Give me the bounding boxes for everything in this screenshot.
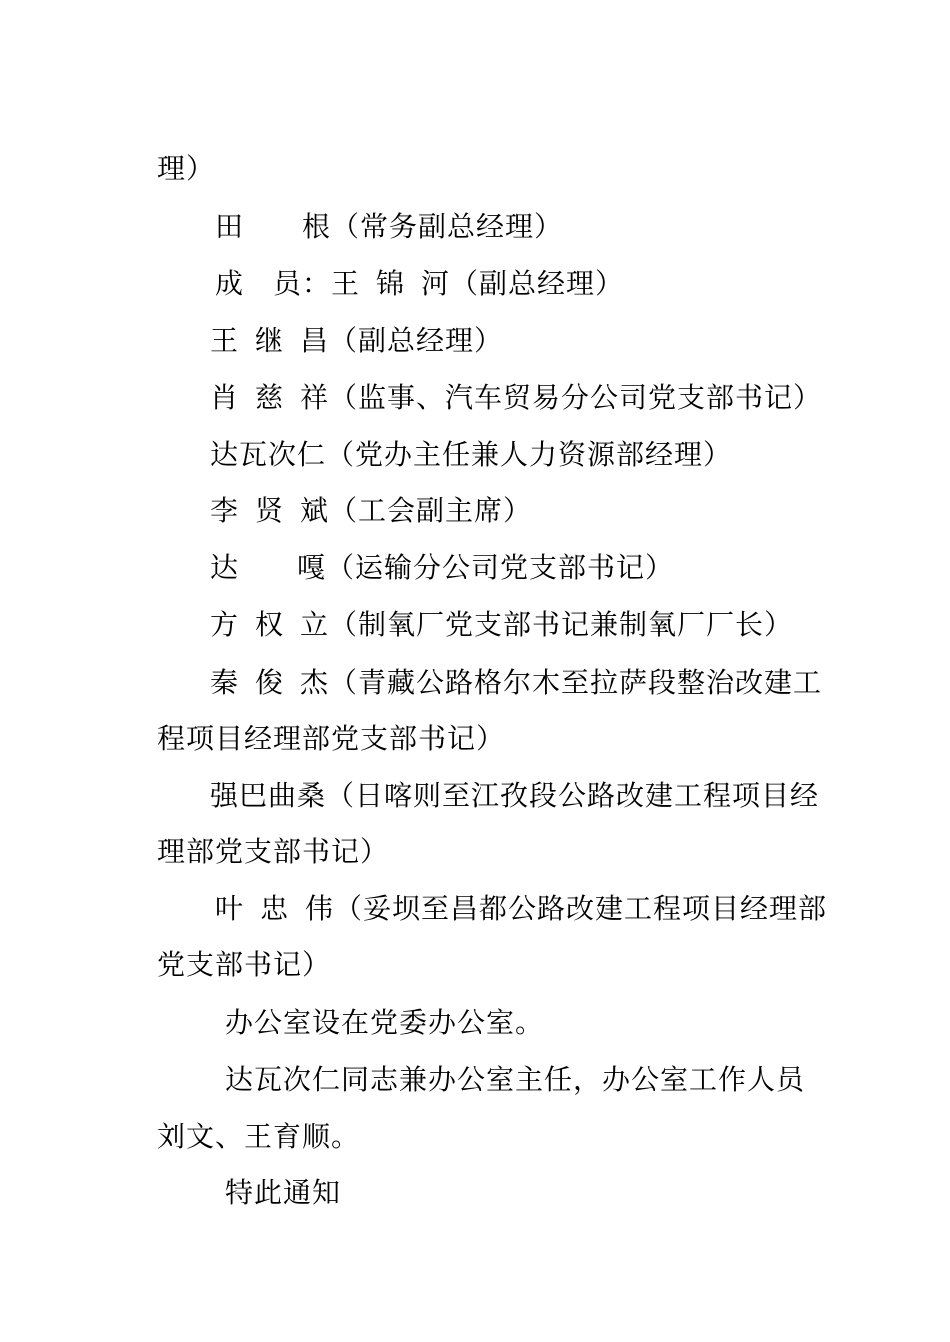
office-staff-continuation: 刘文、王育顺。 <box>157 1122 361 1153</box>
member-dawa-ciren: 达瓦次仁（党办主任兼人力资源部经理） <box>210 440 733 471</box>
member-ye-zhongwei: 叶 忠 伟（妥坝至昌都公路改建工程项目经理部 <box>215 894 828 925</box>
member-wang-jichang: 王 继 昌（副总经理） <box>210 326 504 357</box>
office-location-paragraph: 办公室设在党委办公室。 <box>225 1008 545 1039</box>
member-qin-junjie: 秦 俊 杰（青藏公路格尔木至拉萨段整治改建工 <box>210 668 823 699</box>
member-wang-jinhe: 成 员：王 锦 河（副总经理） <box>215 269 625 300</box>
member-ye-zhongwei-continuation: 党支部书记） <box>157 950 332 981</box>
member-li-xianbin: 李 贤 斌（工会副主席） <box>210 496 533 527</box>
closing-notice: 特此通知 <box>225 1178 342 1209</box>
office-staff-paragraph: 达瓦次仁同志兼办公室主任，办公室工作人员 <box>225 1065 806 1096</box>
member-xiao-cixiang: 肖 慈 祥（监事、汽车贸易分公司党支部书记） <box>210 383 823 414</box>
member-qiangba-qusang: 强巴曲桑（日喀则至江孜段公路改建工程项目经 <box>210 781 820 812</box>
member-fang-quanli: 方 权 立（制氧厂党支部书记兼制氧厂厂长） <box>210 610 794 641</box>
member-da-ga: 达 嘎（运输分公司党支部书记） <box>210 553 675 584</box>
member-qin-junjie-continuation: 程项目经理部党支部书记） <box>157 724 506 755</box>
leader-title-continuation: 理） <box>157 154 216 185</box>
member-qiangba-qusang-continuation: 理部党支部书记） <box>157 837 390 868</box>
deputy-leader-tian-gen: 田 根（常务副总经理） <box>215 212 564 243</box>
